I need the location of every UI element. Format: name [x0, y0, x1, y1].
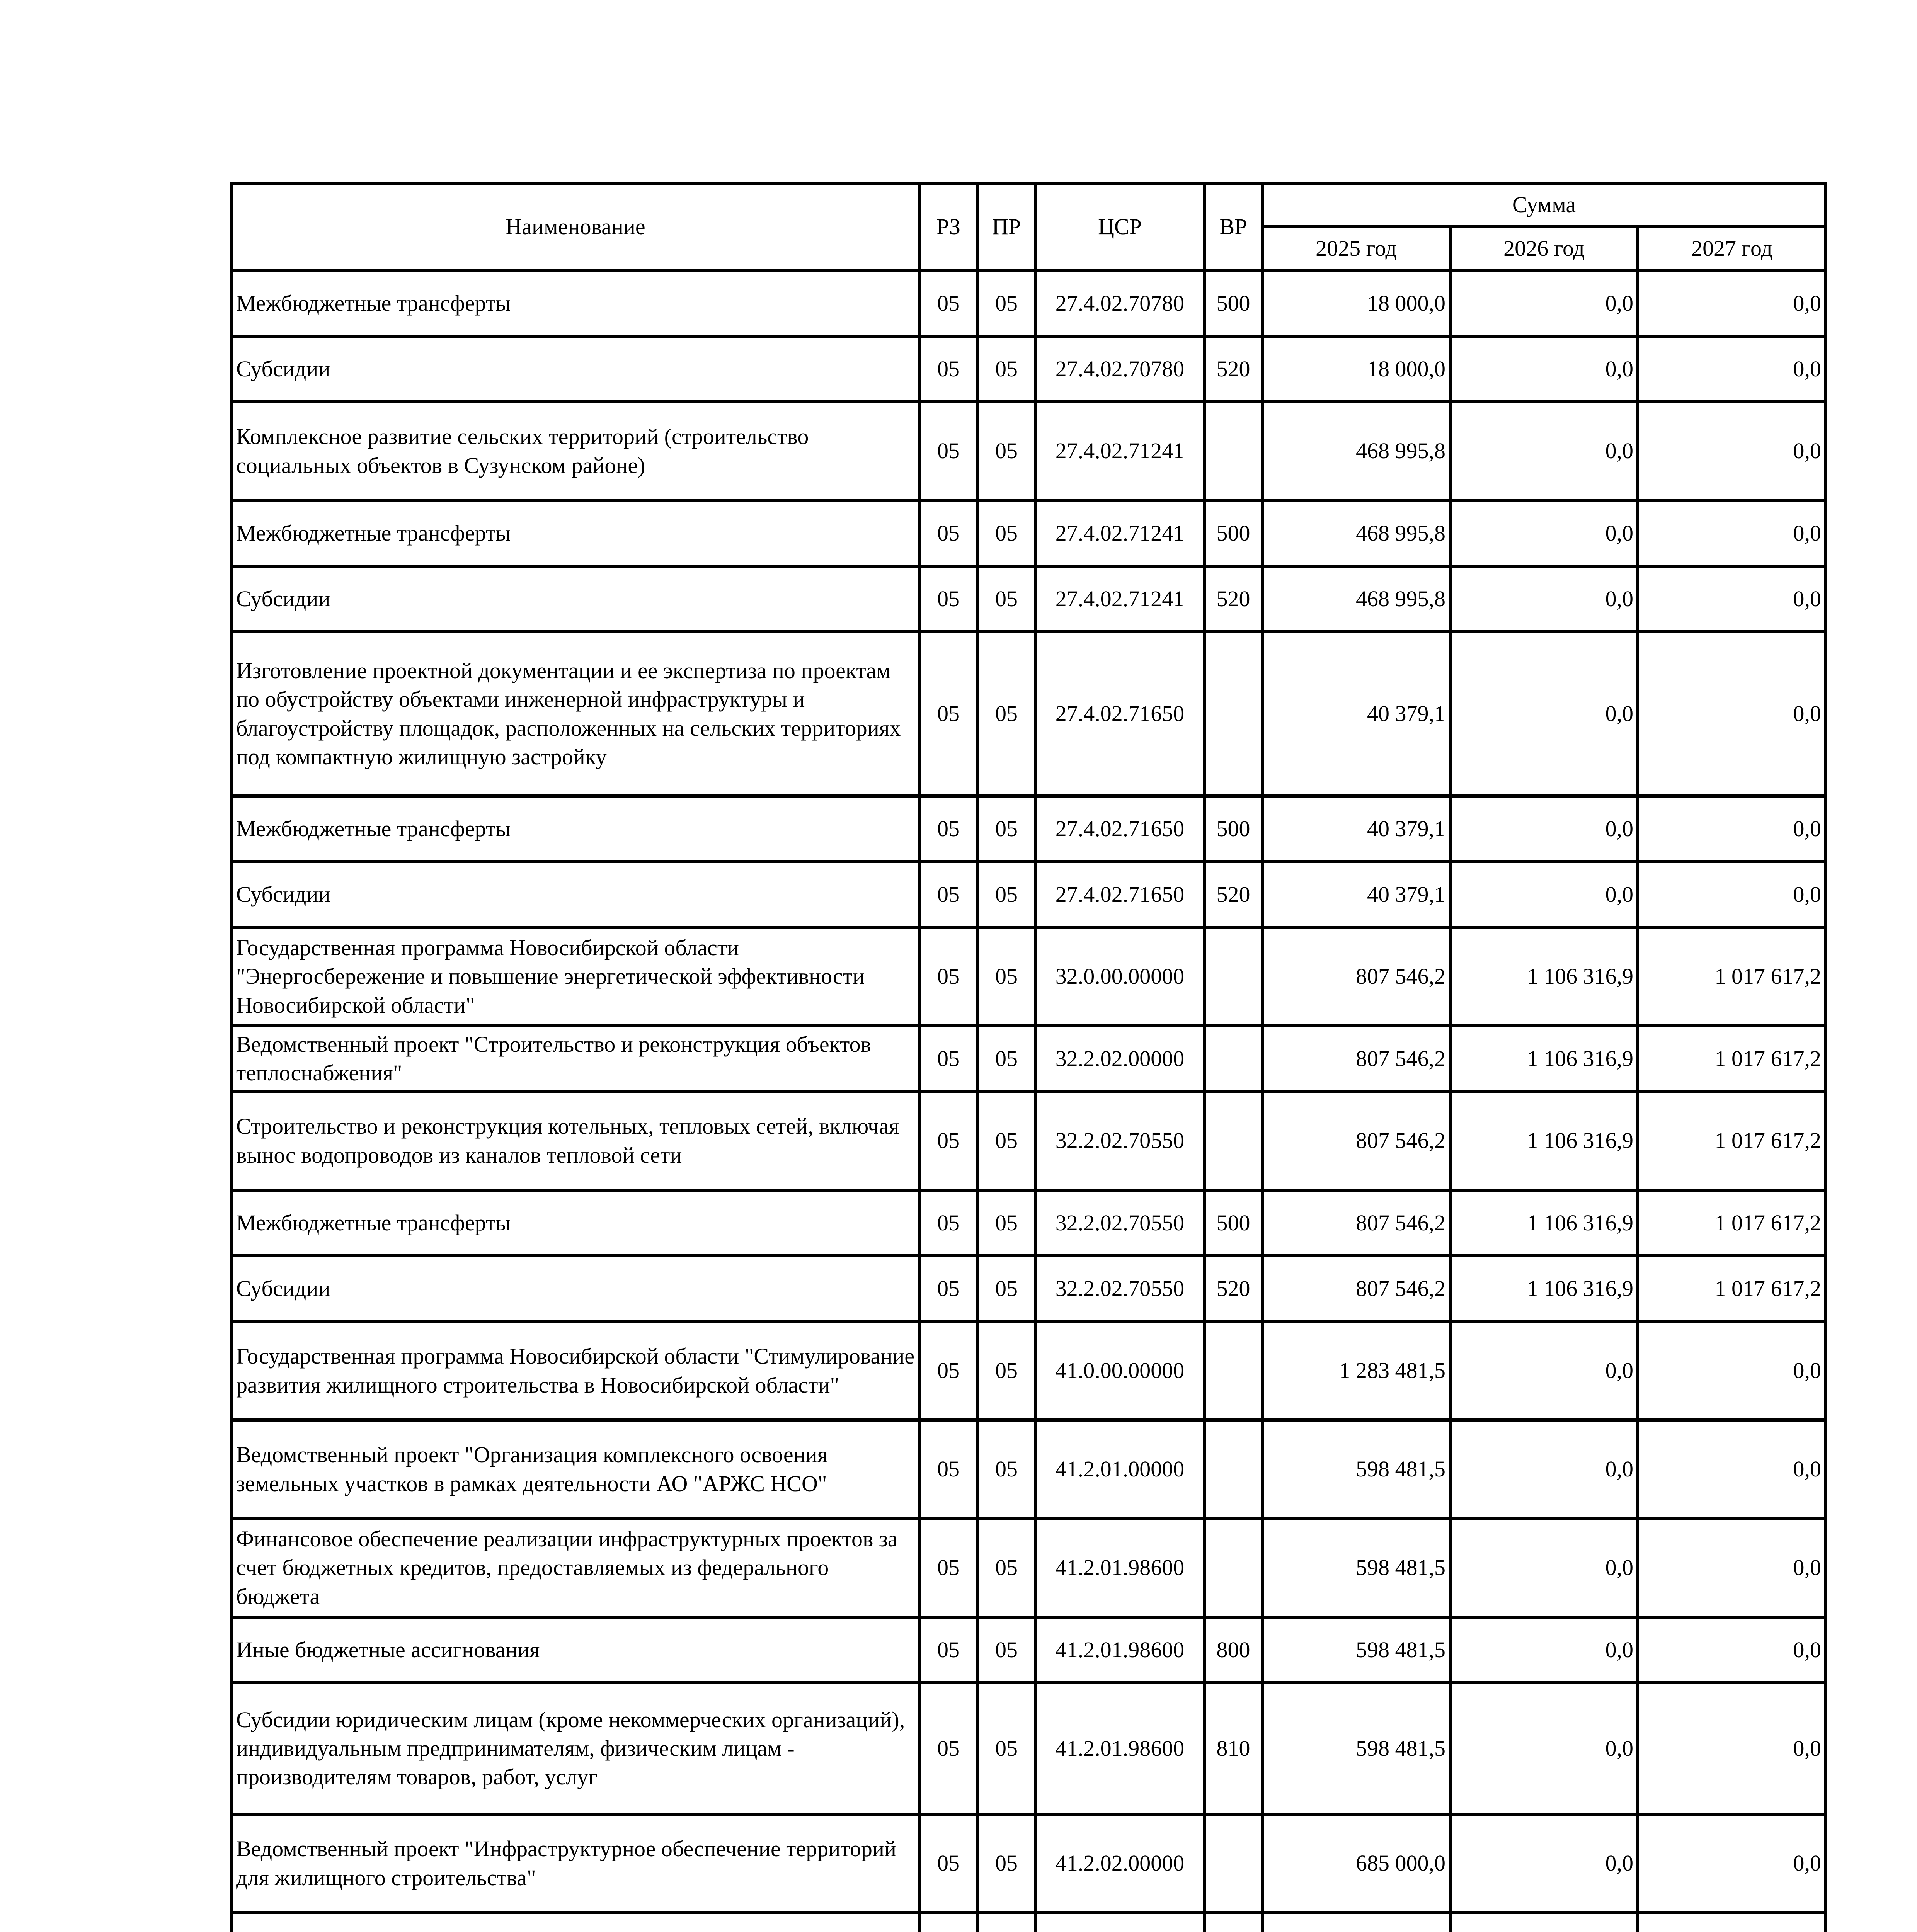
row-pr: 05	[977, 1256, 1035, 1321]
row-csr: 32.2.02.70550	[1035, 1190, 1204, 1256]
row-csr: 32.0.00.00000	[1035, 927, 1204, 1026]
row-sum-2025	[1262, 1913, 1450, 1932]
row-csr: 41.2.01.98600	[1035, 1519, 1204, 1617]
row-sum-2025: 468 995,8	[1262, 402, 1450, 500]
header-pr: ПР	[977, 183, 1035, 270]
row-pr: 05	[977, 1814, 1035, 1913]
table-row	[232, 862, 1826, 927]
row-name	[232, 1913, 919, 1932]
row-csr: 27.4.02.70780	[1035, 336, 1204, 402]
row-pr: 05	[977, 566, 1035, 632]
row-pr: 05	[977, 1092, 1035, 1190]
row-name: Комплексное развитие сельских территорий (строительство социальных объектов в Сузунском районе)	[232, 402, 919, 500]
row-rz: 05	[919, 1683, 977, 1814]
row-sum-2027: 0,0	[1638, 336, 1826, 402]
row-pr: 05	[977, 1420, 1035, 1519]
row-sum-2027: 0,0	[1638, 1519, 1826, 1617]
row-name: Ведомственный проект "Организация комплексного освоения земельных участков в рамках деятельности АО "АРЖС НСО"	[232, 1420, 919, 1519]
row-sum-2027: 0,0	[1638, 1617, 1826, 1683]
header-rz: РЗ	[919, 183, 977, 270]
row-sum-2027: 0,0	[1638, 1683, 1826, 1814]
row-sum-2025: 807 546,2	[1262, 1026, 1450, 1092]
row-csr: 27.4.02.71650	[1035, 862, 1204, 927]
row-vr: 810	[1204, 1683, 1262, 1814]
row-pr: 05	[977, 336, 1035, 402]
row-pr: 05	[977, 927, 1035, 1026]
row-name: Финансовое обеспечение реализации инфраструктурных проектов за счет бюджетных кредитов, предоставляемых из федерального бюджета	[232, 1519, 919, 1617]
row-rz: 05	[919, 632, 977, 796]
row-sum-2025: 807 546,2	[1262, 927, 1450, 1026]
table-row	[232, 270, 1826, 336]
row-pr: 05	[977, 1321, 1035, 1420]
row-sum-2026: 0,0	[1450, 1420, 1638, 1519]
table-row	[232, 1617, 1826, 1683]
table-row	[232, 1519, 1826, 1617]
row-sum-2026: 1 106 316,9	[1450, 1092, 1638, 1190]
row-pr	[977, 1913, 1035, 1932]
header-name: Наименование	[232, 183, 919, 270]
row-sum-2027: 0,0	[1638, 270, 1826, 336]
row-sum-2027: 0,0	[1638, 796, 1826, 862]
row-csr: 27.4.02.71241	[1035, 500, 1204, 566]
row-vr	[1204, 1814, 1262, 1913]
row-sum-2027: 0,0	[1638, 402, 1826, 500]
header-year-2025: 2025 год	[1262, 227, 1450, 270]
row-pr: 05	[977, 1026, 1035, 1092]
row-name: Ведомственный проект "Строительство и реконструкция объектов теплоснабжения"	[232, 1026, 919, 1092]
row-vr: 500	[1204, 796, 1262, 862]
row-vr: 800	[1204, 1617, 1262, 1683]
row-csr: 27.4.02.71650	[1035, 632, 1204, 796]
row-rz: 05	[919, 402, 977, 500]
row-name: Иные бюджетные ассигнования	[232, 1617, 919, 1683]
row-sum-2027: 0,0	[1638, 862, 1826, 927]
row-name: Субсидии	[232, 1256, 919, 1321]
row-sum-2026: 0,0	[1450, 566, 1638, 632]
row-csr: 41.2.02.00000	[1035, 1814, 1204, 1913]
table-row	[232, 1814, 1826, 1913]
row-sum-2026: 0,0	[1450, 632, 1638, 796]
header-year-2026: 2026 год	[1450, 227, 1638, 270]
table-row	[232, 927, 1826, 1026]
row-sum-2026: 0,0	[1450, 402, 1638, 500]
row-vr	[1204, 1026, 1262, 1092]
table-row	[232, 1321, 1826, 1420]
row-vr: 500	[1204, 500, 1262, 566]
row-csr: 41.2.01.98600	[1035, 1683, 1204, 1814]
row-sum-2027: 1 017 617,2	[1638, 1190, 1826, 1256]
row-pr: 05	[977, 862, 1035, 927]
row-rz: 05	[919, 1190, 977, 1256]
header-vr: ВР	[1204, 183, 1262, 270]
row-csr	[1035, 1913, 1204, 1932]
row-csr: 27.4.02.71650	[1035, 796, 1204, 862]
row-sum-2027: 1 017 617,2	[1638, 1256, 1826, 1321]
row-pr: 05	[977, 1617, 1035, 1683]
row-vr	[1204, 1321, 1262, 1420]
row-csr: 32.2.02.70550	[1035, 1256, 1204, 1321]
row-sum-2025: 468 995,8	[1262, 566, 1450, 632]
header-csr: ЦСР	[1035, 183, 1204, 270]
row-sum-2026: 0,0	[1450, 1321, 1638, 1420]
row-pr: 05	[977, 270, 1035, 336]
row-sum-2026: 0,0	[1450, 270, 1638, 336]
row-sum-2027	[1638, 1913, 1826, 1932]
row-name: Межбюджетные трансферты	[232, 1190, 919, 1256]
row-sum-2027: 1 017 617,2	[1638, 1092, 1826, 1190]
row-sum-2025: 807 546,2	[1262, 1256, 1450, 1321]
row-rz: 05	[919, 796, 977, 862]
row-sum-2025: 468 995,8	[1262, 500, 1450, 566]
row-sum-2025: 40 379,1	[1262, 796, 1450, 862]
row-vr	[1204, 1913, 1262, 1932]
budget-sheet	[230, 182, 1824, 1932]
row-sum-2026: 1 106 316,9	[1450, 1026, 1638, 1092]
row-sum-2025: 1 283 481,5	[1262, 1321, 1450, 1420]
row-rz: 05	[919, 336, 977, 402]
row-name: Межбюджетные трансферты	[232, 500, 919, 566]
row-csr: 27.4.02.71241	[1035, 566, 1204, 632]
row-rz: 05	[919, 1256, 977, 1321]
table-row	[232, 566, 1826, 632]
row-vr: 500	[1204, 270, 1262, 336]
table-row	[232, 402, 1826, 500]
row-rz	[919, 1913, 977, 1932]
row-rz: 05	[919, 927, 977, 1026]
row-rz: 05	[919, 1092, 977, 1190]
row-name: Строительство и реконструкция котельных, тепловых сетей, включая вынос водопроводов из каналов тепловой сети	[232, 1092, 919, 1190]
row-vr	[1204, 1420, 1262, 1519]
row-vr: 500	[1204, 1190, 1262, 1256]
row-csr: 27.4.02.71241	[1035, 402, 1204, 500]
row-name: Государственная программа Новосибирской области "Стимулирование развития жилищного строительства в Новосибирской области"	[232, 1321, 919, 1420]
row-sum-2026: 0,0	[1450, 1814, 1638, 1913]
row-name: Межбюджетные трансферты	[232, 796, 919, 862]
row-sum-2026: 1 106 316,9	[1450, 927, 1638, 1026]
row-csr: 41.2.01.98600	[1035, 1617, 1204, 1683]
row-vr: 520	[1204, 566, 1262, 632]
row-sum-2025: 18 000,0	[1262, 270, 1450, 336]
row-csr: 41.0.00.00000	[1035, 1321, 1204, 1420]
row-name: Субсидии	[232, 566, 919, 632]
row-csr: 32.2.02.70550	[1035, 1092, 1204, 1190]
row-vr	[1204, 1519, 1262, 1617]
table-row	[232, 1026, 1826, 1092]
table-row	[232, 796, 1826, 862]
row-pr: 05	[977, 1519, 1035, 1617]
row-pr: 05	[977, 402, 1035, 500]
row-name: Субсидии	[232, 862, 919, 927]
row-sum-2025: 807 546,2	[1262, 1092, 1450, 1190]
row-sum-2026: 0,0	[1450, 796, 1638, 862]
row-rz: 05	[919, 1321, 977, 1420]
row-sum-2027: 1 017 617,2	[1638, 927, 1826, 1026]
row-sum-2026: 0,0	[1450, 500, 1638, 566]
row-sum-2025: 598 481,5	[1262, 1519, 1450, 1617]
row-sum-2027: 1 017 617,2	[1638, 1026, 1826, 1092]
row-vr	[1204, 402, 1262, 500]
table-row	[232, 500, 1826, 566]
table-row	[232, 1913, 1826, 1932]
budget-table	[230, 182, 1827, 1932]
row-sum-2026: 0,0	[1450, 862, 1638, 927]
row-name: Межбюджетные трансферты	[232, 270, 919, 336]
row-csr: 41.2.01.00000	[1035, 1420, 1204, 1519]
row-rz: 05	[919, 1420, 977, 1519]
table-row	[232, 1256, 1826, 1321]
row-rz: 05	[919, 1617, 977, 1683]
row-rz: 05	[919, 1519, 977, 1617]
table-row	[232, 1092, 1826, 1190]
table-header	[232, 183, 1826, 270]
table-row	[232, 336, 1826, 402]
row-sum-2026: 0,0	[1450, 1617, 1638, 1683]
row-sum-2027: 0,0	[1638, 1814, 1826, 1913]
row-sum-2026: 1 106 316,9	[1450, 1256, 1638, 1321]
row-sum-2025: 685 000,0	[1262, 1814, 1450, 1913]
row-vr: 520	[1204, 336, 1262, 402]
row-csr: 32.2.02.00000	[1035, 1026, 1204, 1092]
row-sum-2027: 0,0	[1638, 1321, 1826, 1420]
row-sum-2026: 0,0	[1450, 1683, 1638, 1814]
row-sum-2025: 40 379,1	[1262, 862, 1450, 927]
table-body	[232, 270, 1826, 1932]
row-vr	[1204, 632, 1262, 796]
row-sum-2026	[1450, 1913, 1638, 1932]
row-vr	[1204, 1092, 1262, 1190]
row-sum-2026: 0,0	[1450, 336, 1638, 402]
row-sum-2025: 18 000,0	[1262, 336, 1450, 402]
table-row	[232, 632, 1826, 796]
row-vr	[1204, 927, 1262, 1026]
table-row	[232, 1683, 1826, 1814]
row-sum-2027: 0,0	[1638, 566, 1826, 632]
row-sum-2025: 598 481,5	[1262, 1683, 1450, 1814]
row-rz: 05	[919, 566, 977, 632]
row-name: Государственная программа Новосибирской области "Энергосбережение и повышение энергетической эффективности Новосибирской области"	[232, 927, 919, 1026]
row-rz: 05	[919, 1814, 977, 1913]
row-name: Изготовление проектной документации и ее экспертиза по проектам по обустройству объектами инженерной инфраструктуры и благоустройству площадок, расположенных на сельских территориях под компактную жилищную застройку	[232, 632, 919, 796]
row-pr: 05	[977, 500, 1035, 566]
row-sum-2027: 0,0	[1638, 632, 1826, 796]
row-rz: 05	[919, 270, 977, 336]
row-vr: 520	[1204, 862, 1262, 927]
row-sum-2025: 598 481,5	[1262, 1420, 1450, 1519]
row-rz: 05	[919, 500, 977, 566]
row-sum-2027: 0,0	[1638, 500, 1826, 566]
row-sum-2025: 807 546,2	[1262, 1190, 1450, 1256]
row-sum-2027: 0,0	[1638, 1420, 1826, 1519]
row-name: Субсидии	[232, 336, 919, 402]
row-csr: 27.4.02.70780	[1035, 270, 1204, 336]
table-row	[232, 1190, 1826, 1256]
header-year-2027: 2027 год	[1638, 227, 1826, 270]
row-rz: 05	[919, 862, 977, 927]
row-sum-2025: 40 379,1	[1262, 632, 1450, 796]
row-pr: 05	[977, 796, 1035, 862]
header-sum: Сумма	[1262, 183, 1826, 227]
row-rz: 05	[919, 1026, 977, 1092]
row-sum-2026: 0,0	[1450, 1519, 1638, 1617]
table-row	[232, 1420, 1826, 1519]
row-pr: 05	[977, 632, 1035, 796]
row-name: Ведомственный проект "Инфраструктурное обеспечение территорий для жилищного строительства"	[232, 1814, 919, 1913]
row-pr: 05	[977, 1683, 1035, 1814]
row-vr: 520	[1204, 1256, 1262, 1321]
row-name: Субсидии юридическим лицам (кроме некоммерческих организаций), индивидуальным предпринимателям, физическим лицам - производителям товаров, работ, услуг	[232, 1683, 919, 1814]
row-pr: 05	[977, 1190, 1035, 1256]
row-sum-2026: 1 106 316,9	[1450, 1190, 1638, 1256]
row-sum-2025: 598 481,5	[1262, 1617, 1450, 1683]
